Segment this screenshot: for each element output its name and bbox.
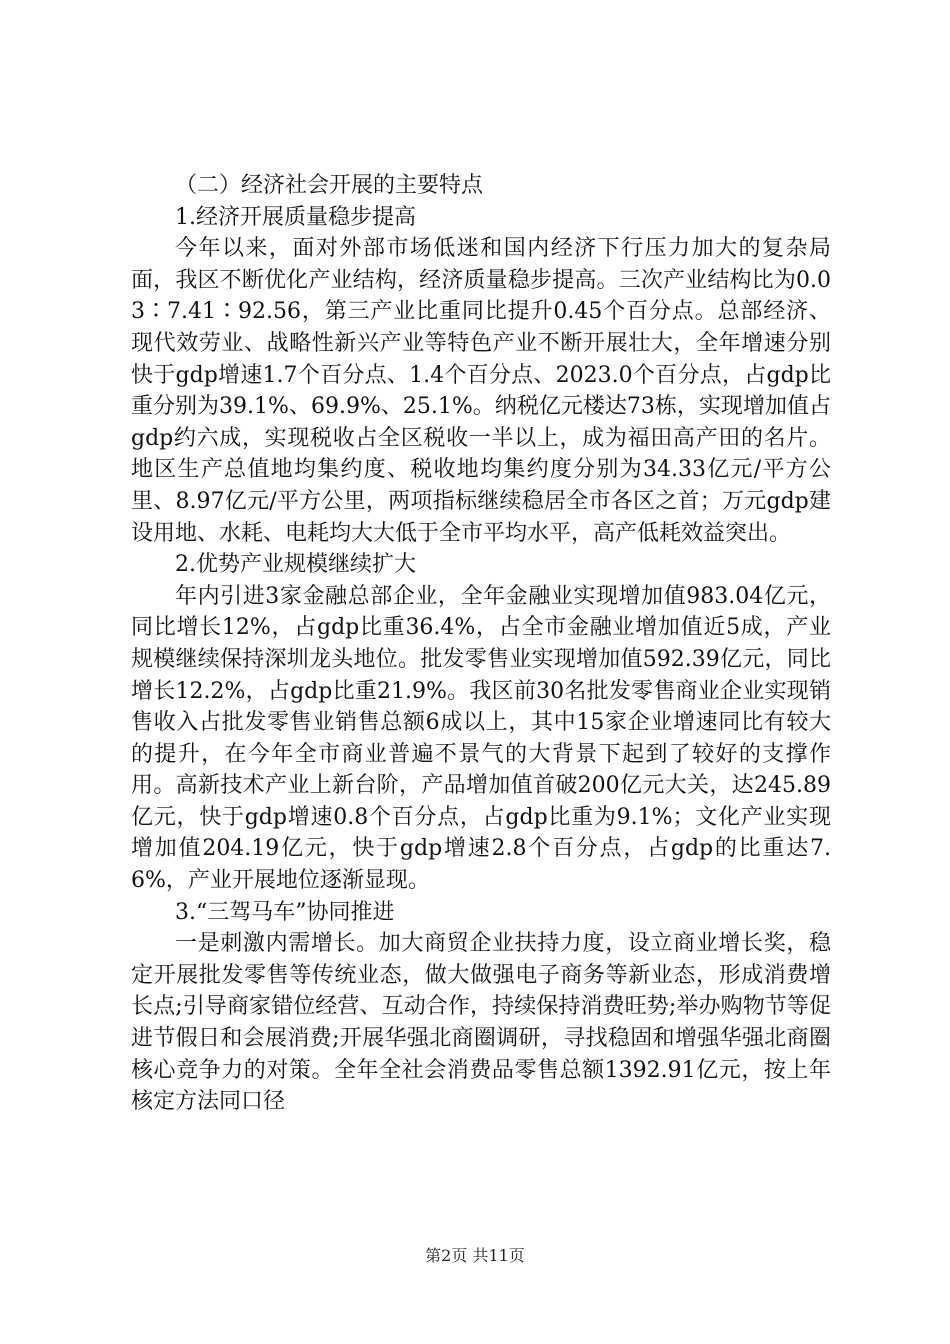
document-body [131,170,831,1118]
page-footer [0,1243,950,1266]
subsection-heading-3: 3.“三驾马车”协同推进 [175,899,395,925]
subsection-heading-1: 1.经济开展质量稳步提高 [175,204,416,230]
section-heading: （二）经济社会开展的主要特点 [175,173,484,198]
body-paragraph-2: 年内引进3家金融总部企业，全年金融业实现增加值983.04亿元，同比增长12%，占gdp比重36.4%，占全市金融业增加值近5成，产业规模继续保持深圳龙头地位。批发零售业实现增加值592.39亿元，同比增长12.2%，占gdp比重21.9%。我区前30名批发零售商业企业实现销售收入占批发零售业销售总额6成以上，其中15家企业增速同比有较大的提升，在今年全市商业普遍不景气的大背景下起到了较好的支撑作用。高新技术产业上新台阶，产品增加值首破200亿元大关，达245.89亿元，快于gdp增速0.8个百分点，占gdp比重为9.1%；文化产业实现增加值204.19亿元，快于gdp增速2.8个百分点，占gdp的比重达7.6%，产业开展地位逐渐显现。 [131,583,831,894]
subsection-heading-2: 2.优势产业规模继续扩大 [175,552,416,578]
body-paragraph-3: 一是刺激内需增长。加大商贸企业扶持力度，设立商业增长奖，稳定开展批发零售等传统业态，做大做强电子商务等新业态，形成消费增长点;引导商家错位经营、互动合作，持续保持消费旺势;举办购物节等促进节假日和会展消费;开展华强北商圈调研，寻找稳固和增强华强北商圈核心竞争力的对策。全年全社会消费品零售总额1392.91亿元，按上年核定方法同口径 [131,931,831,1115]
page-number: 第2页 共11页 [425,1246,525,1265]
body-paragraph-1: 今年以来，面对外部市场低迷和国内经济下行压力加大的复杂局面，我区不断优化产业结构，经济质量稳步提高。三次产业结构比为0.03∶7.41∶92.56，第三产业比重同比提升0.45个百分点。总部经济、现代效劳业、战略性新兴产业等特色产业不断开展壮大，全年增速分别快于gdp增速1.7个百分点、1.4个百分点、2023.0个百分点，占gdp比重分别为39.1%、69.9%、25.1%。纳税亿元楼达73栋，实现增加值占gdp约六成，实现税收占全区税收一半以上，成为福田高产田的名片。地区生产总值地均集约度、税收地均集约度分别为34.33亿元/平方公里、8.97亿元/平方公里，两项指标继续稳居全市各区之首；万元gdp建设用地、水耗、电耗均大大低于全市平均水平，高产低耗效益突出。 [131,236,831,546]
